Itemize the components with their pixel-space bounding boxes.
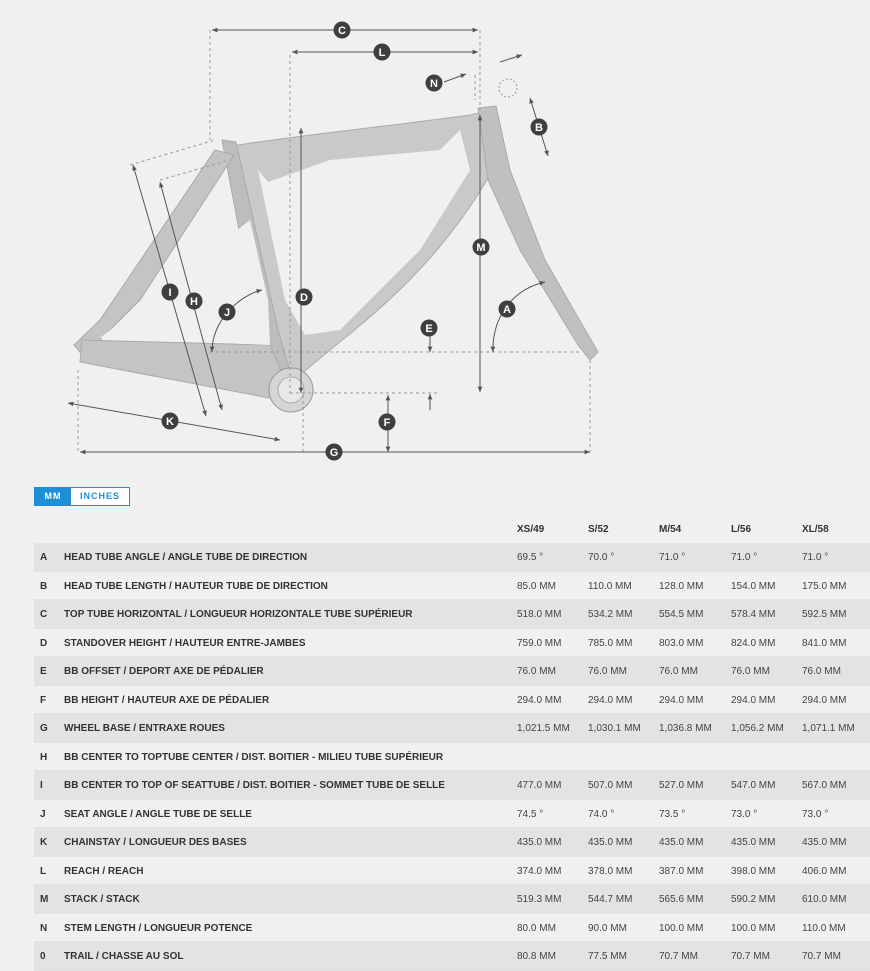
size-header-xs: XS/49 — [517, 524, 545, 535]
row-value: 477.0 MM — [517, 780, 562, 791]
row-value: 435.0 MM — [517, 837, 562, 848]
row-value: 110.0 MM — [802, 922, 846, 934]
row-value: 565.6 MM — [659, 894, 704, 905]
svg-text:G: G — [329, 447, 339, 459]
row-label: CHAINSTAY / LONGUEUR DES BASES — [64, 837, 247, 848]
row-value: 435.0 MM — [731, 837, 776, 848]
row-label: TRAIL / CHASSE AU SOL — [64, 951, 184, 962]
row-value: 69.5 ° — [517, 552, 544, 563]
row-value: 76.0 MM — [802, 666, 841, 677]
row-value: 110.0 MM — [588, 580, 632, 592]
row-value: 824.0 MM — [731, 637, 776, 649]
row-value: 841.0 MM — [802, 637, 847, 649]
size-header-row — [0, 520, 870, 538]
row-label: TOP TUBE HORIZONTAL / LONGUEUR HORIZONTALE TUBE SUPÉRIEUR — [64, 609, 413, 620]
row-value: 100.0 MM — [731, 922, 776, 934]
size-header-m: M/54 — [659, 524, 682, 535]
row-letter: B — [40, 580, 48, 592]
svg-text:D: D — [300, 292, 308, 304]
row-value: 74.5 ° — [517, 808, 544, 820]
row-value: 759.0 MM — [517, 637, 562, 649]
row-value: 70.7 MM — [802, 951, 841, 962]
row-value: 71.0 ° — [659, 552, 686, 563]
row-value: 73.0 ° — [731, 808, 758, 820]
row-value: 77.5 MM — [588, 951, 627, 962]
row-letter: H — [40, 751, 48, 763]
row-value: 71.0 ° — [731, 552, 758, 563]
marker-c — [334, 22, 351, 39]
row-value: 785.0 MM — [588, 637, 633, 649]
marker-n — [426, 75, 443, 92]
row-label: BB HEIGHT / HAUTEUR AXE DE PÉDALIER — [64, 694, 270, 706]
svg-text:C: C — [338, 25, 346, 37]
row-value: 294.0 MM — [517, 694, 562, 706]
row-value: 592.5 MM — [802, 609, 847, 620]
row-value: 90.0 MM — [588, 922, 627, 934]
row-letter: N — [40, 922, 48, 934]
row-value: 294.0 MM — [588, 694, 633, 706]
row-label: HEAD TUBE ANGLE / ANGLE TUBE DE DIRECTION — [64, 552, 308, 563]
row-letter: M — [40, 894, 49, 905]
table-row — [34, 828, 870, 857]
row-letter: J — [40, 808, 46, 820]
frame-geometry-diagram — [0, 0, 870, 470]
row-letter: L — [40, 865, 47, 877]
row-label: BB CENTER TO TOP OF SEATTUBE / DIST. BOITIER - SOMMET TUBE DE SELLE — [64, 780, 445, 791]
marker-l — [374, 44, 391, 61]
row-value: 578.4 MM — [731, 609, 776, 620]
row-label: BB OFFSET / DEPORT AXE DE PÉDALIER — [64, 666, 264, 677]
table-row — [34, 629, 870, 658]
row-value: 590.2 MM — [731, 894, 776, 905]
row-value: 71.0 ° — [802, 552, 829, 563]
row-letter: C — [40, 609, 48, 620]
row-value: 519.3 MM — [517, 894, 562, 905]
table-row — [34, 800, 870, 829]
table-row — [34, 743, 870, 772]
size-header-xl: XL/58 — [802, 524, 829, 535]
row-value: 76.0 MM — [731, 666, 770, 677]
row-value: 70.0 ° — [588, 552, 615, 563]
row-value: 175.0 MM — [802, 580, 847, 592]
row-value: 534.2 MM — [588, 609, 633, 620]
table-row — [34, 686, 870, 715]
table-row — [34, 942, 870, 971]
row-value: 544.7 MM — [588, 894, 633, 905]
unit-inches-button[interactable]: INCHES — [71, 488, 129, 505]
row-value: 73.5 ° — [659, 808, 686, 820]
row-value: 435.0 MM — [659, 837, 704, 848]
row-label: BB CENTER TO TOPTUBE CENTER / DIST. BOITIER - MILIEU TUBE SUPÉRIEUR — [64, 751, 444, 763]
marker-m — [473, 239, 490, 256]
row-letter: D — [40, 637, 48, 649]
row-value: 507.0 MM — [588, 780, 633, 791]
row-value: 70.7 MM — [731, 951, 770, 962]
row-letter: K — [40, 837, 48, 848]
marker-a — [499, 301, 516, 318]
row-value: 567.0 MM — [802, 780, 847, 791]
row-value: 387.0 MM — [659, 865, 704, 877]
table-row — [34, 771, 870, 800]
row-value: 128.0 MM — [659, 580, 704, 592]
marker-e — [421, 320, 438, 337]
svg-text:J: J — [223, 307, 231, 319]
row-value: 80.8 MM — [517, 951, 556, 962]
table-row — [34, 914, 870, 943]
geometry-table — [34, 543, 870, 971]
svg-text:M: M — [476, 242, 486, 254]
row-value: 527.0 MM — [659, 780, 704, 791]
row-label: STANDOVER HEIGHT / HAUTEUR ENTRE-JAMBES — [64, 637, 306, 649]
row-value: 435.0 MM — [802, 837, 847, 848]
row-letter: A — [40, 552, 48, 563]
row-label: STACK / STACK — [64, 894, 140, 905]
svg-text:F: F — [383, 417, 391, 429]
row-value: 1,056.2 MM — [731, 723, 784, 734]
row-label: REACH / REACH — [64, 865, 144, 877]
marker-g — [326, 444, 343, 461]
row-letter: F — [40, 694, 47, 706]
table-row — [34, 714, 870, 743]
row-letter: E — [40, 666, 47, 677]
size-header-l: L/56 — [731, 524, 752, 535]
row-value: 76.0 MM — [588, 666, 627, 677]
row-value: 100.0 MM — [659, 922, 704, 934]
row-value: 518.0 MM — [517, 609, 562, 620]
table-row — [34, 857, 870, 886]
svg-text:I: I — [168, 287, 172, 299]
row-value: 406.0 MM — [802, 865, 847, 877]
table-row — [34, 657, 870, 686]
row-value: 154.0 MM — [731, 580, 776, 592]
row-label: SEAT ANGLE / ANGLE TUBE DE SELLE — [64, 808, 252, 820]
marker-b — [531, 119, 548, 136]
marker-i — [162, 284, 179, 301]
row-label: HEAD TUBE LENGTH / HAUTEUR TUBE DE DIRECTION — [64, 580, 328, 592]
row-value: 378.0 MM — [588, 865, 633, 877]
unit-toggle — [34, 487, 130, 506]
marker-k — [162, 413, 179, 430]
row-value: 294.0 MM — [731, 694, 776, 706]
svg-text:H: H — [190, 296, 198, 308]
svg-text:L: L — [378, 47, 386, 59]
table-row — [34, 600, 870, 629]
row-value: 1,021.5 MM — [517, 723, 570, 734]
row-label: STEM LENGTH / LONGUEUR POTENCE — [64, 922, 253, 934]
row-value: 294.0 MM — [802, 694, 847, 706]
row-value: 70.7 MM — [659, 951, 698, 962]
row-letter: I — [40, 780, 43, 791]
row-label: WHEEL BASE / ENTRAXE ROUES — [64, 723, 225, 734]
bike-frame — [74, 106, 598, 412]
svg-text:E: E — [425, 323, 433, 335]
row-value: 547.0 MM — [731, 780, 776, 791]
marker-j — [219, 304, 236, 321]
marker-h — [186, 293, 203, 310]
table-row — [34, 885, 870, 914]
svg-text:B: B — [535, 122, 543, 134]
svg-text:N: N — [430, 78, 438, 90]
row-value: 398.0 MM — [731, 865, 776, 877]
row-value: 1,071.1 MM — [802, 723, 855, 734]
marker-d — [296, 289, 313, 306]
svg-text:K: K — [166, 416, 174, 428]
row-value: 294.0 MM — [659, 694, 704, 706]
svg-text:A: A — [503, 304, 511, 316]
row-value: 435.0 MM — [588, 837, 633, 848]
row-letter: 0 — [40, 951, 46, 962]
row-value: 610.0 MM — [802, 894, 847, 905]
row-letter: G — [40, 723, 48, 734]
size-header-s: S/52 — [588, 524, 609, 535]
table-row — [34, 572, 870, 601]
row-value: 73.0 ° — [802, 808, 829, 820]
row-value: 554.5 MM — [659, 609, 704, 620]
row-value: 803.0 MM — [659, 637, 704, 649]
marker-f — [379, 414, 396, 431]
row-value: 80.0 MM — [517, 922, 556, 934]
table-row — [34, 543, 870, 572]
unit-mm-button[interactable]: MM — [35, 488, 71, 505]
row-value: 374.0 MM — [517, 865, 562, 877]
row-value: 76.0 MM — [517, 666, 556, 677]
row-value: 74.0 ° — [588, 808, 615, 820]
row-value: 1,036.8 MM — [659, 723, 712, 734]
row-value: 76.0 MM — [659, 666, 698, 677]
row-value: 1,030.1 MM — [588, 723, 641, 734]
row-value: 85.0 MM — [517, 580, 556, 592]
